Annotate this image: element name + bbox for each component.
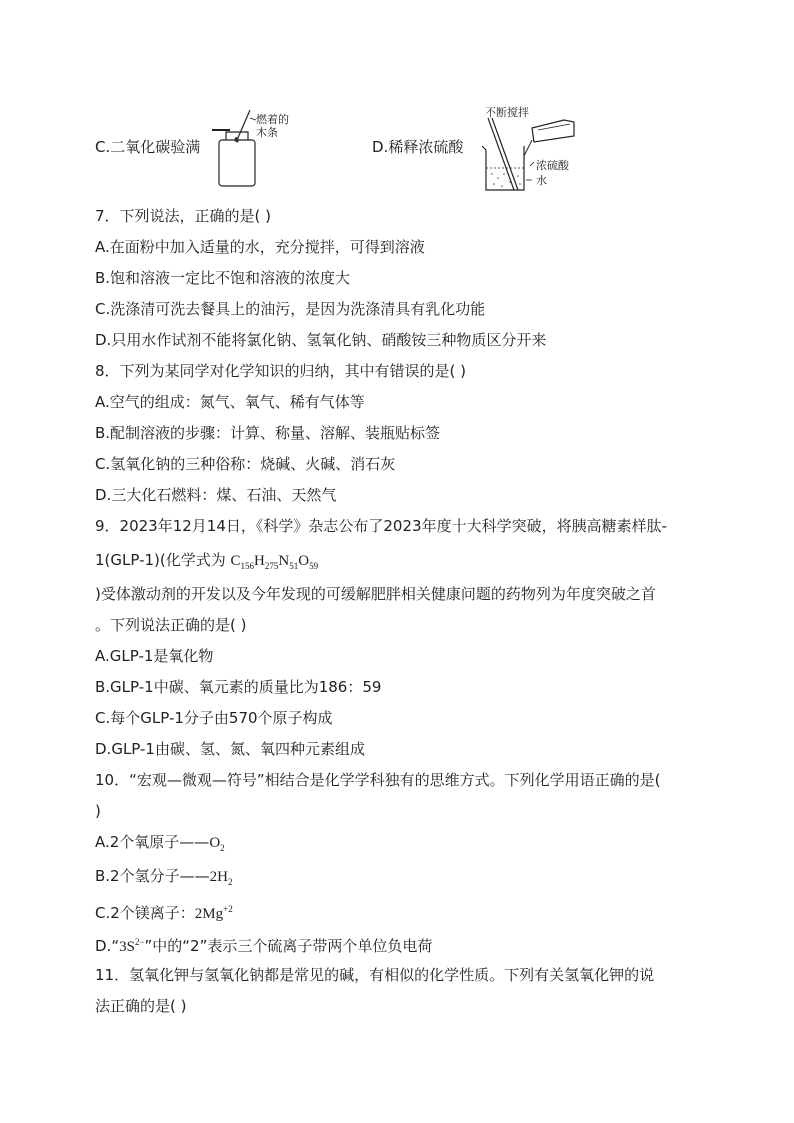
water-label: 水 (536, 174, 547, 187)
q10-b-formula (210, 869, 233, 885)
figure-d-label: D.稀释浓硫酸 (372, 138, 464, 156)
q10-c-formula (195, 906, 233, 922)
q10-c-symbol: 2Mg (194, 906, 224, 922)
glp1-formula (231, 553, 319, 569)
q8-option-d: D.三大化石燃料：煤、石油、天然气 (95, 486, 337, 504)
q9-stem-line4: 。下列说法正确的是( ) (95, 616, 247, 634)
q10-d-symbol: 3S (119, 939, 135, 955)
q10-option-a (95, 832, 225, 858)
q9-stem-line1: 9．2023年12月14日，《科学》杂志公布了2023年度十大科学突破，将胰高糖素样肽- (95, 517, 667, 535)
q10-option-c (95, 899, 233, 924)
q10-c-superscript: +2 (223, 904, 233, 914)
formula-n-sub: 51 (289, 561, 299, 571)
q9-stem-line2 (95, 550, 318, 576)
formula-c-sub: 156 (240, 561, 255, 571)
q8-stem: 8．下列为某同学对化学知识的归纳，其中有错误的是( ) (95, 362, 467, 380)
stir-label: 不断搅拌 (485, 106, 529, 119)
q10-a-subscript: 2 (220, 843, 225, 853)
formula-c: C (230, 553, 241, 569)
q11-stem-line2: 法正确的是( ) (95, 997, 187, 1015)
q11-stem-line1: 11．氢氧化钾与氢氧化钠都是常见的碱，有相似的化学性质。下列有关氢氧化钾的说 (95, 966, 655, 984)
q10-d-prefix: D.“ (95, 937, 120, 955)
q8-option-b: B.配制溶液的步骤：计算、称量、溶解、装瓶贴标签 (95, 424, 441, 442)
formula-h: H (254, 553, 265, 569)
q10-a-text: A.2个氧原子—— (95, 833, 210, 851)
q7-option-a: A.在面粉中加入适量的水，充分搅拌，可得到溶液 (95, 238, 425, 256)
q9-stem-prefix: 1(GLP-1)(化学式为 (95, 551, 231, 569)
acid-label: 浓硫酸 (536, 159, 569, 172)
formula-o: O (298, 553, 310, 569)
q10-a-symbol: O (209, 835, 221, 851)
formula-h-sub: 275 (264, 561, 279, 571)
q8-option-a: A.空气的组成：氮气、氧气、稀有气体等 (95, 393, 365, 411)
q10-b-symbol: 2H (209, 869, 228, 885)
q10-b-subscript: 2 (227, 877, 233, 887)
formula-o-sub: 59 (309, 561, 319, 571)
q10-a-formula (209, 835, 224, 851)
q10-d-superscript: 2− (134, 937, 145, 947)
q8-option-c: C.氢氧化钠的三种俗称：烧碱、火碱、消石灰 (95, 455, 396, 473)
q10-stem-line2: ) (95, 802, 101, 820)
q7-stem: 7．下列说法，正确的是( ) (95, 207, 272, 225)
burning-stick-label: 燃着的 (256, 113, 289, 126)
formula-n: N (278, 553, 290, 569)
q9-option-a: A.GLP-1是氧化物 (95, 647, 214, 665)
dilution-diagram (474, 112, 584, 192)
q9-stem-line3: )受体激动剂的开发以及今年发现的可缓解肥胖相关健康问题的药物列为年度突破之首 (95, 585, 656, 603)
q7-option-b: B.饱和溶液一定比不饱和溶液的浓度大 (95, 269, 351, 287)
q9-option-c: C.每个GLP-1分子由570个原子构成 (95, 709, 333, 727)
q7-option-d: D.只用水作试剂不能将氯化钠、氢氧化钠、硝酸铵三种物质区分开来 (95, 331, 547, 349)
q9-option-d: D.GLP-1由碳、氢、氮、氧四种元素组成 (95, 740, 365, 758)
wood-stick-label: 木条 (256, 126, 278, 139)
q10-d-formula (119, 939, 144, 955)
q10-d-text: ”中的“2”表示三个硫离子带两个单位负电荷 (144, 937, 433, 955)
q10-b-text: B.2个氢分子—— (95, 867, 210, 885)
q10-option-b (95, 866, 232, 892)
q7-option-c: C.洗涤清可洗去餐具上的油污，是因为洗涤清具有乳化功能 (95, 300, 486, 318)
figure-c-label: C.二氧化碳验满 (95, 138, 201, 156)
q10-c-text: C.2个镁离子： (95, 904, 195, 922)
q10-option-d (95, 932, 432, 957)
q9-option-b: B.GLP-1中碳、氧元素的质量比为186：59 (95, 678, 382, 696)
q10-stem-line1: 10．“宏观—微观—符号”相结合是化学学科独有的思维方式。下列化学用语正确的是( (95, 771, 661, 789)
